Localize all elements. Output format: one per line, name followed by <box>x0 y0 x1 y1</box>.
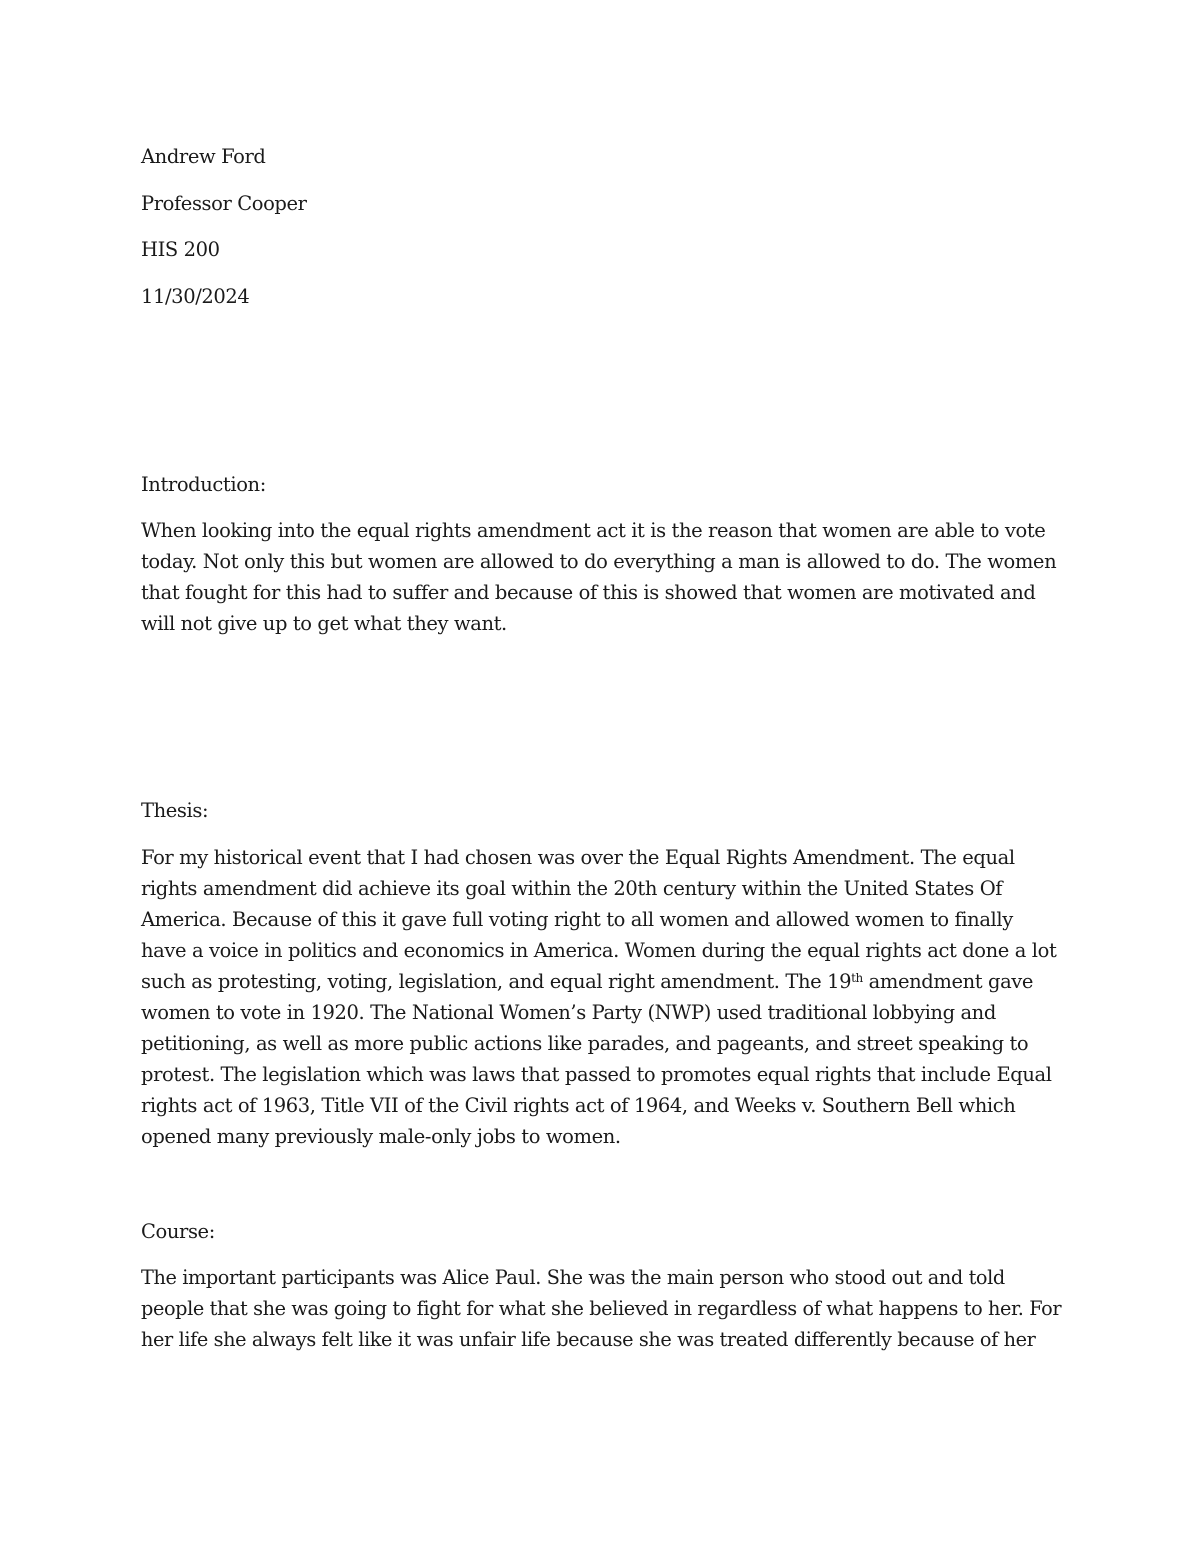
paragraph-line: her life she always felt like it was unfair life because she was treated differently because of her <box>141 1328 1036 1351</box>
paragraph-line: people that she was going to fight for what she believed in regardless of what happens to her. For <box>141 1297 1062 1320</box>
course-code: HIS 200 <box>141 238 220 261</box>
line-text-before-superscript: such as protesting, voting, legislation, and equal right amendment. The 19 <box>141 970 852 993</box>
paragraph-line: America. Because of this it gave full voting right to all women and allowed women to finally <box>141 908 1013 931</box>
paragraph-line: The important participants was Alice Paul. She was the main person who stood out and told <box>141 1266 1005 1289</box>
paragraph-line: today. Not only this but women are allowed to do everything a man is allowed to do. The women <box>141 550 1057 573</box>
introduction-heading: Introduction: <box>141 473 266 496</box>
thesis-paragraph <box>141 842 1056 1152</box>
paragraph-line: opened many previously male-only jobs to women. <box>141 1125 621 1148</box>
submission-date: 11/30/2024 <box>141 285 250 308</box>
paragraph-line <box>141 966 1056 997</box>
paragraph-line: rights amendment did achieve its goal within the 20th century within the United States Of <box>141 877 1003 900</box>
paragraph-line: For my historical event that I had chosen was over the Equal Rights Amendment. The equal <box>141 846 1015 869</box>
paragraph-line: rights act of 1963, Title VII of the Civil rights act of 1964, and Weeks v. Southern Bell which <box>141 1094 1016 1117</box>
course-paragraph <box>141 1262 1072 1355</box>
paragraph-line: petitioning, as well as more public actions like parades, and pageants, and street speaking to <box>141 1032 1029 1055</box>
thesis-heading: Thesis: <box>141 799 209 822</box>
paragraph-line: have a voice in politics and economics in America. Women during the equal rights act done a lot <box>141 939 1057 962</box>
course-heading: Course: <box>141 1220 215 1243</box>
author-name: Andrew Ford <box>141 145 266 168</box>
introduction-paragraph <box>141 515 1056 639</box>
paragraph-line: will not give up to get what they want. <box>141 612 507 635</box>
paragraph-line: that fought for this had to suffer and because of this is showed that women are motivated and <box>141 581 1036 604</box>
paragraph-line: women to vote in 1920. The National Women’s Party (NWP) used traditional lobbying and <box>141 1001 996 1024</box>
paragraph-line: protest. The legislation which was laws that passed to promotes equal rights that include Equal <box>141 1063 1052 1086</box>
line-text-after-superscript: amendment gave <box>862 970 1034 993</box>
paragraph-line: When looking into the equal rights amendment act it is the reason that women are able to vote <box>141 519 1046 542</box>
professor-name: Professor Cooper <box>141 192 307 215</box>
ordinal-superscript: th <box>851 971 863 985</box>
